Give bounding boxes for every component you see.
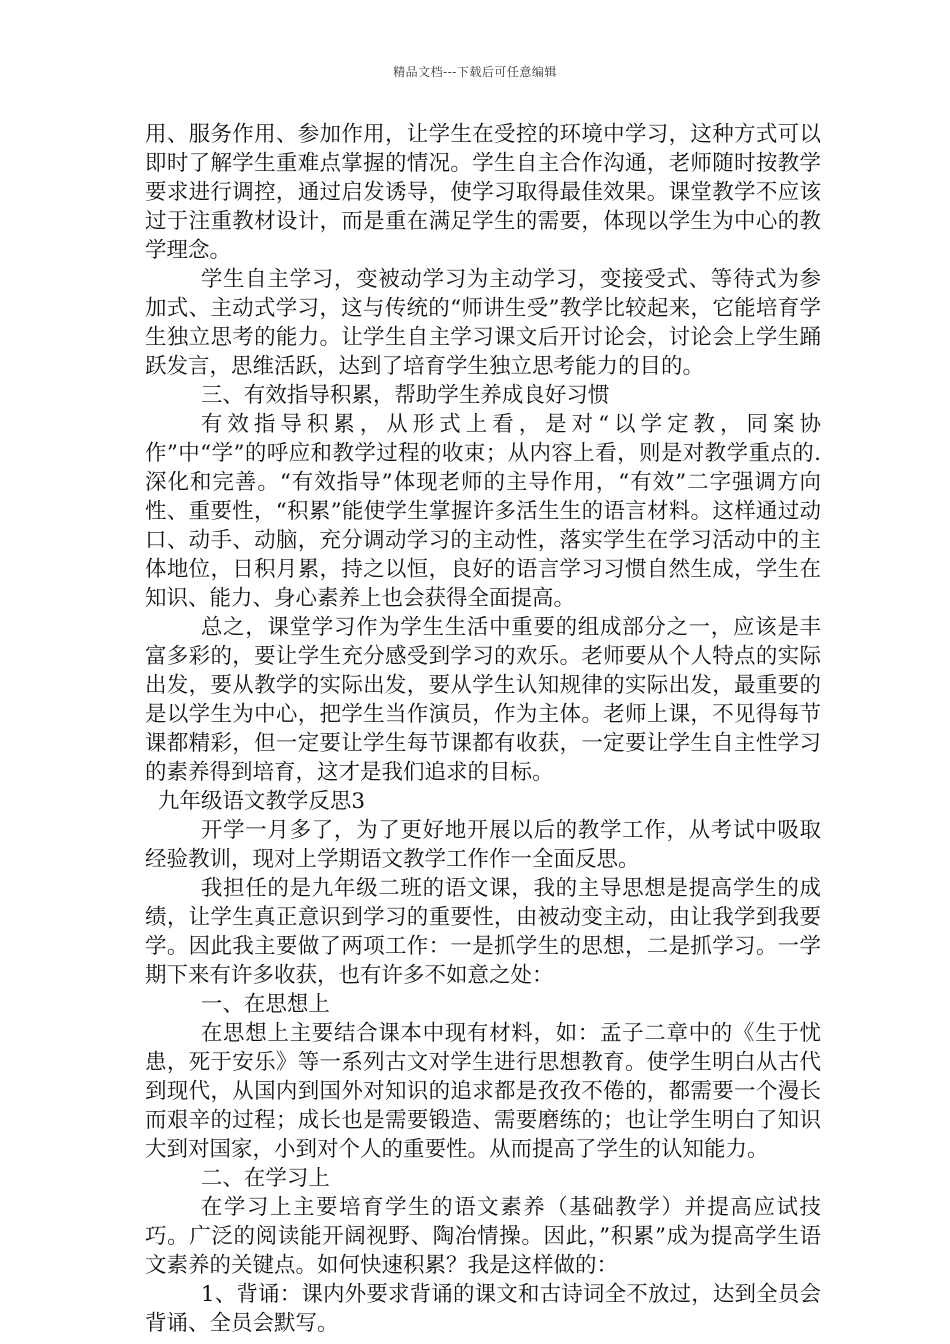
- paragraph-4: 有效指导积累，从形式上看，是对“以学定教，同案协作”中“学”的呼应和教学过程的收束；从内容上看，则是对教学重点的.深化和完善。“有效指导”体现老师的主导作用，“有效”二字强调方向性、重要性，“积累”能使学生掌握许多活生生的语言材料。这样通过动口、动手、动脑，充分调动学习的主动性，落实学生在学习活动中的主体地位，日积月累，持之以恒，良好的语言学习习惯自然生成，学生在知识、能力、身心素养上也会获得全面提高。: [145, 412, 821, 611]
- paragraph-8: 我担任的是九年级二班的语文课，我的主导思想是提高学生的成绩，让学生真正意识到学习的重要性，由被动变主动，由让我学到我要学。因此我主要做了两项工作：一是抓学生的思想，二是抓学习。一学期下来有许多收获，也有许多不如意之处：: [145, 876, 821, 988]
- paragraph-1: 用、服务作用、参加作用，让学生在受控的环境中学习，这种方式可以即时了解学生重难点掌握的情况。学生自主合作沟通，老师随时按教学要求进行调控，通过启发诱导，使学习取得最佳效果。课堂教学不应该过于注重教材设计，而是重在满足学生的需要，体现以学生为中心的教学理念。: [145, 122, 821, 263]
- section-heading-3: 三、有效指导积累，帮助学生养成良好习惯: [200, 383, 610, 408]
- page-header: 精品文档---下载后可任意编辑: [393, 65, 557, 79]
- paragraph-13: 1、背诵：课内外要求背诵的课文和古诗词全不放过，达到全员会背诵、全员会默写。: [145, 1282, 821, 1336]
- document-body: [145, 120, 821, 1338]
- article-title: 九年级语文教学反思3: [157, 789, 366, 814]
- paragraph-5: 总之，课堂学习作为学生生活中重要的组成部分之一，应该是丰富多彩的，要让学生充分感受到学习的欢乐。老师要从个人特点的实际出发，要从教学的实际出发，要从学生认知规律的实际出发，最重要的是以学生为中心，把学生当作演员，作为主体。老师上课，不见得每节课都精彩，但一定要让学生每节课都有收获，一定要让学生自主性学习的素养得到培育，这才是我们追求的目标。: [145, 615, 821, 785]
- paragraph-12: 在学习上主要培育学生的语文素养（基础教学）并提高应试技巧。广泛的阅读能开阔视野、陶冶情操。因此，”积累”成为提高学生语文素养的关键点。如何快速积累？我是这样做的：: [145, 1195, 821, 1278]
- paragraph-10: 在思想上主要结合课本中现有材料，如：孟子二章中的《生于忧患，死于安乐》等一系列古文对学生进行思想教育。使学生明白从古代到现代，从国内到国外对知识的追求都是孜孜不倦的，都需要一个漫长而艰辛的过程；成长也是需要锻造、需要磨练的；也让学生明白了知识大到对国家，小到对个人的重要性。从而提高了学生的认知能力。: [145, 1021, 821, 1162]
- section-heading-1: 一、在思想上: [200, 992, 330, 1017]
- section-heading-2: 二、在学习上: [200, 1166, 330, 1191]
- paragraph-2: 学生自主学习，变被动学习为主动学习，变接受式、等待式为参加式、主动式学习，这与传统的“师讲生受”教学比较起来，它能培育学生独立思考的能力。让学生自主学习课文后开讨论会，讨论会上学生踊跃发言，思维活跃，达到了培育学生独立思考能力的目的。: [145, 267, 821, 379]
- paragraph-7: 开学一月多了，为了更好地开展以后的教学工作，从考试中吸取经验教训，现对上学期语文教学工作作一全面反思。: [145, 818, 821, 872]
